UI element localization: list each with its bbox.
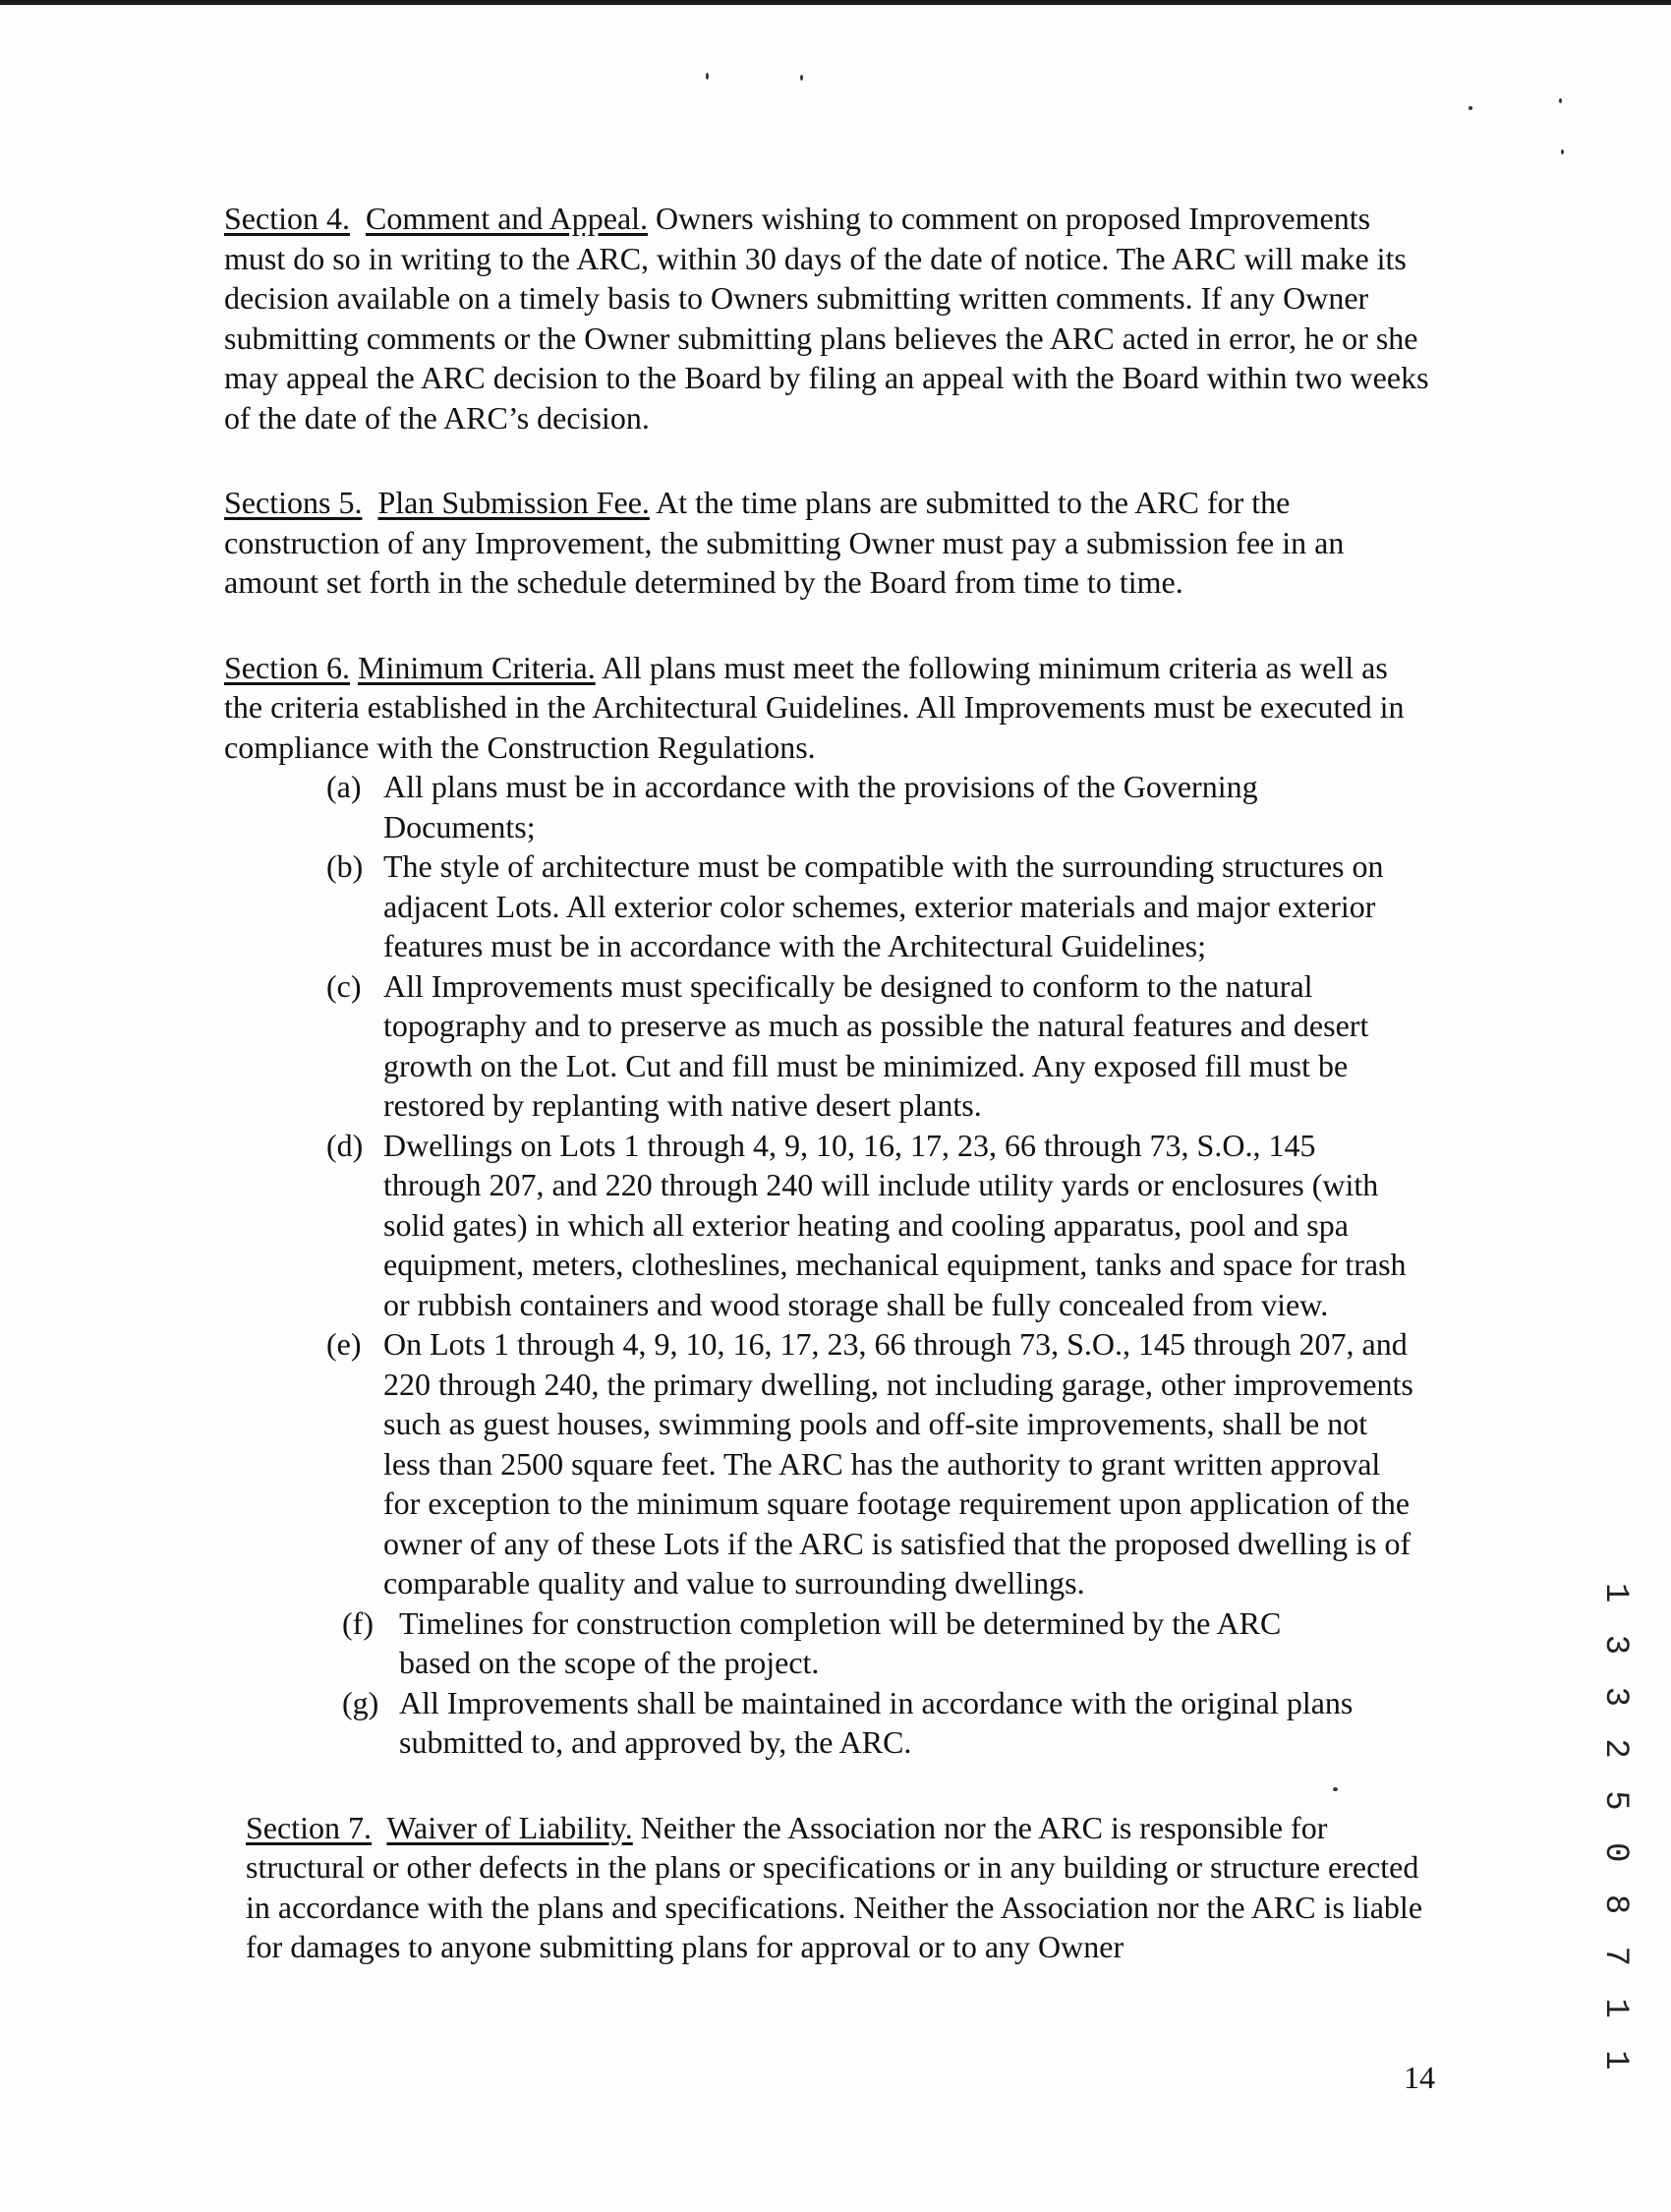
section-7 (246, 1808, 1433, 1967)
criteria-label: (d) (326, 1127, 364, 1163)
page-number: 14 (1404, 2060, 1435, 2095)
criteria-text: Timelines for construction completion will be determined by the ARC based on the scope of the project. (399, 1604, 1282, 1680)
section-4-title: Comment and Appeal. (365, 201, 649, 236)
section-6-text: All plans must meet the following minimum criteria as well as the criteria established in the Architectural Guidelines. All Improvements must be executed in compliance with the Construction Regulations. (224, 649, 1405, 765)
document-stamp-number: 1 3 3 2 5 0 8 7 1 1 (1596, 1583, 1634, 2076)
section-4-number: Section 4. (224, 201, 350, 236)
section-5-title: Plan Submission Fee. (377, 485, 650, 520)
criteria-text: All Improvements shall be maintained in accordance with the original plans submitted to, and approved by, the ARC. (399, 1684, 1354, 1760)
criteria-item-d (326, 1126, 1417, 1325)
scan-speck (1559, 98, 1562, 103)
criteria-list (326, 767, 1417, 1603)
criteria-label: (c) (326, 967, 362, 1004)
criteria-label: (e) (326, 1326, 362, 1362)
section-6-title: Minimum Criteria. (357, 649, 596, 685)
criteria-text: All plans must be in accordance with the provisions of the Governing Documents; (383, 769, 1258, 844)
criteria-text: The style of architecture must be compatible with the surrounding structures on adjacent Lots. All exterior color schemes, exterior materials and major exterior features must be in accordance with the Architectural Guidelines; (383, 848, 1384, 963)
criteria-item-b (326, 846, 1417, 966)
criteria-label: (b) (326, 848, 364, 884)
scan-speck (1561, 149, 1564, 154)
scan-edge (0, 0, 1671, 5)
criteria-text: Dwellings on Lots 1 through 4, 9, 10, 16, 17, 23, 66 through 73, S.O., 145 through 207, and 220 through 240 will include utility yards or enclosures (with solid gates) in which all exterior heating and cooling apparatus, pool and spa equipment, meters, clotheslines, mechanical equipment, tanks and space for trash or rubbish containers and wood storage shall be fully concealed from view. (383, 1127, 1407, 1322)
criteria-label: (g) (342, 1684, 379, 1720)
document-body (224, 199, 1433, 2012)
section-5 (224, 483, 1433, 603)
section-5-paragraph (224, 483, 1433, 603)
section-6 (224, 648, 1433, 1763)
section-7-text: Neither the Association nor the ARC is responsible for structural or other defects in the plans or specifications or in any building or structure erected in accordance with the plans and specifications. Neither the Association nor the ARC is liable for damages to anyone submitting plans for approval or to any Owner (246, 1809, 1423, 1964)
criteria-text: All Improvements must specifically be designed to conform to the natural topography and to preserve as much as possible the natural features and desert growth on the Lot. Cut and fill must be minimized. Any exposed fill must be restored by replanting with native desert plants. (383, 967, 1369, 1123)
criteria-label: (a) (326, 769, 362, 804)
scan-speck (1469, 106, 1472, 110)
section-7-title: Waiver of Liability. (386, 1809, 633, 1845)
section-5-text: At the time plans are submitted to the ARC for the construction of any Improvement, the submitting Owner must pay a submission fee in an amount set forth in the schedule determined by the Board from time to time. (224, 485, 1345, 600)
criteria-item-f (342, 1603, 1354, 1683)
scan-speck (800, 75, 803, 81)
criteria-text: On Lots 1 through 4, 9, 10, 16, 17, 23, 66 through 73, S.O., 145 through 207, and 220 through 240, the primary dwelling, not including garage, other improvements such as guest houses, swimming pools and off-site improvements, shall be not less than 2500 square feet. The ARC has the authority to grant written approval for exception to the minimum square footage requirement upon application of the owner of any of these Lots if the ARC is satisfied that the proposed dwelling is of comparable quality and value to surrounding dwellings. (383, 1326, 1413, 1601)
section-6-paragraph (224, 648, 1433, 768)
criteria-item-e (326, 1324, 1417, 1603)
criteria-label: (f) (342, 1604, 374, 1641)
section-4-text: Owners wishing to comment on proposed Improvements must do so in writing to the ARC, within 30 days of the date of notice. The ARC will make its decision available on a timely basis to Owners submitting written comments. If any Owner submitting comments or the Owner submitting plans believes the ARC acted in error, he or she may appeal the ARC decision to the Board by filing an appeal with the Board within two weeks of the date of the ARC’s decision. (224, 201, 1429, 436)
criteria-item-c (326, 966, 1417, 1126)
section-4 (224, 199, 1433, 437)
section-7-number: Section 7. (246, 1809, 372, 1845)
scan-speck (706, 73, 709, 80)
criteria-item-g (342, 1683, 1354, 1763)
criteria-item-a (326, 767, 1417, 846)
section-4-paragraph (224, 199, 1433, 437)
section-6-number: Section 6. (224, 649, 350, 685)
criteria-list-continued (342, 1603, 1354, 1763)
section-7-paragraph (246, 1808, 1433, 1967)
section-5-number: Sections 5. (224, 485, 363, 520)
